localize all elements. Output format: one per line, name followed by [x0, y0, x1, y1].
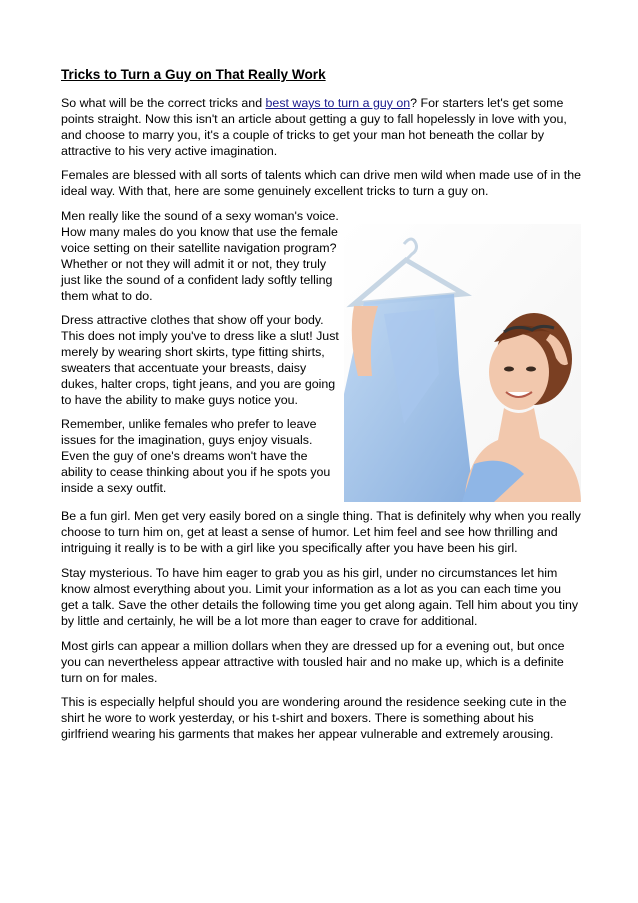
paragraph-voice: Men really like the sound of a sexy woman's voice. How many males do you know that use the female voice setting on their satellite navigation program? Whether or not they will admit it or not, they truly just like the sound of a confident lady softly telling them what to do. — [61, 209, 339, 303]
paragraph-mysterious: Stay mysterious. To have him eager to grab you as his girl, under no circumstances let him know almost everything about you. Limit your information as a lot as you can each time you get a talk. Save the other details the following time you get along again. Tell him about you tiny by little and certainly, he will be a lot more than eager to crave for additional. — [61, 566, 579, 628]
photo-illustration — [344, 224, 581, 502]
woman-with-dress-photo — [344, 224, 581, 502]
paragraph-his-shirt: This is especially helpful should you are wondering around the residence seeking cute in the shirt he wore to work yesterday, or his t-shirt and boxers. There is something about his girlfriend wearing his garments that makes her appear vulnerable and extremely arousing. — [61, 695, 567, 741]
paragraph-intro — [61, 95, 581, 159]
paragraph-talents: Females are blessed with all sorts of talents which can drive men wild when made use of in the ideal way. With that, here are some genuinely excellent tricks to turn a guy on. — [61, 168, 581, 198]
paragraph-no-makeup: Most girls can appear a million dollars when they are dressed up for a evening out, but once you can nevertheless appear attractive with tousled hair and no make up, which is a definite turn on for males. — [61, 639, 565, 685]
turn-guy-on-link[interactable]: best ways to turn a guy on — [265, 96, 411, 110]
wrap-block — [61, 208, 581, 508]
intro-text-start: So what will be the correct tricks and — [61, 96, 266, 110]
paragraph-fun-girl: Be a fun girl. Men get very easily bored on a single thing. That is definitely why when you really choose to turn him on, get at least a sense of humor. Let him feel and see how thrilling and intriguing it really is to be with a girl like you specifically after you have been his girl. — [61, 509, 581, 555]
article-title: Tricks to Turn a Guy on That Really Work — [61, 67, 326, 82]
article-body — [61, 66, 581, 750]
paragraph-visuals: Remember, unlike females who prefer to leave issues for the imagination, guys enjoy visuals. Even the guy of one's dreams won't have the ability to cease thinking about you if he spots you inside a sexy outfit. — [61, 417, 331, 495]
intro-text-end: ? For starters let's get some points straight. Now this isn't an article about getting a guy to fall hopelessly in love with you, and choose to marry you, it's a couple of tricks to get your man hot beneath the collar by attractive to his very active imagination. — [61, 96, 567, 158]
paragraph-clothes: Dress attractive clothes that show off your body. This does not imply you've to dress like a slut! Just merely by wearing short skirts, type fitting shirts, sweaters that accentuate your breasts, daisy dukes, halter crops, tight jeans, and you are going to have the ability to make guys notice you. — [61, 313, 339, 407]
